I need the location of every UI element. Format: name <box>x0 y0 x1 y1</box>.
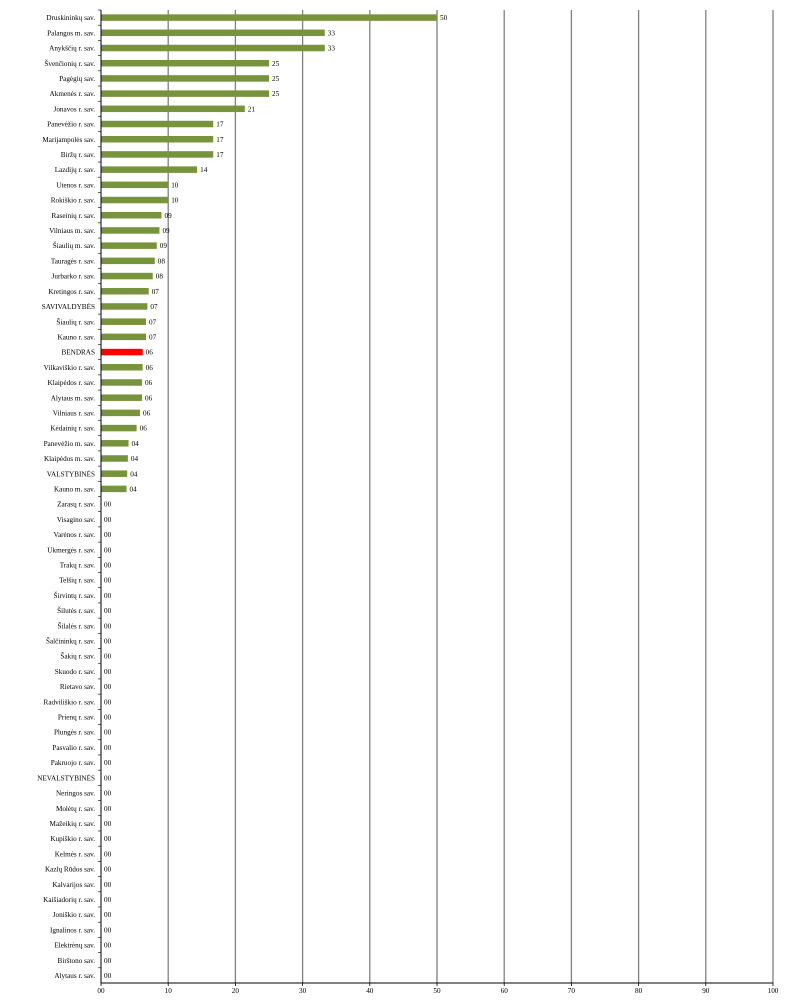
data-label: 10 <box>171 196 179 205</box>
bar <box>101 121 213 128</box>
category-label: Šiaulių r. sav. <box>56 318 95 327</box>
data-label: 00 <box>104 683 112 692</box>
bar <box>101 470 127 477</box>
category-label: Kazlų Rūdos sav. <box>44 865 95 874</box>
data-label: 07 <box>149 333 157 342</box>
data-label: 00 <box>104 850 112 859</box>
data-label: 00 <box>104 500 112 509</box>
data-label: 00 <box>104 804 112 813</box>
data-label: 00 <box>104 911 112 920</box>
data-label: 00 <box>104 743 112 752</box>
bar <box>101 166 197 173</box>
data-label: 06 <box>144 379 153 388</box>
category-label: VALSTYBINĖS <box>46 470 95 479</box>
category-label: Varėnos r. sav. <box>53 531 95 540</box>
bar <box>101 75 269 82</box>
data-label: 00 <box>104 789 112 798</box>
category-label: Telšių r. sav. <box>59 576 95 585</box>
category-label: Šilalės r. sav. <box>57 622 95 631</box>
data-label: 07 <box>150 303 158 312</box>
data-label: 00 <box>104 759 112 768</box>
data-label: 00 <box>104 576 112 585</box>
data-label: 21 <box>247 105 255 114</box>
category-label: Marijampolės sav. <box>42 135 95 144</box>
category-label: Skuodo r. sav. <box>54 667 95 676</box>
data-label: 00 <box>104 652 112 661</box>
data-label: 00 <box>104 637 112 646</box>
data-label: 00 <box>104 622 112 631</box>
category-label: Šiaulių m. sav. <box>52 242 95 251</box>
data-label: 00 <box>104 531 112 540</box>
category-label: Visagino sav. <box>56 515 95 524</box>
category-label: Pakruojo r. sav. <box>50 759 95 768</box>
data-label: 09 <box>159 242 167 251</box>
category-label: Jurbarko r. sav. <box>51 272 95 281</box>
bar <box>101 30 325 37</box>
bar <box>101 440 129 447</box>
data-label: 00 <box>104 591 112 600</box>
category-label: Birštono sav. <box>57 956 95 965</box>
data-label: 00 <box>104 774 112 783</box>
bars <box>101 14 437 492</box>
category-label: Raseinių r. sav. <box>51 211 95 220</box>
data-label: 00 <box>104 819 112 828</box>
category-label: Anykščių r. sav. <box>49 44 95 53</box>
category-label: Utenos r. sav. <box>56 181 95 190</box>
category-label: Panevėžio m. sav. <box>43 439 95 448</box>
data-label: 00 <box>104 926 112 935</box>
category-label: SAVIVALDYBĖS <box>41 303 95 312</box>
bar <box>101 303 147 310</box>
data-label: 00 <box>104 971 112 980</box>
category-label: Kauno m. sav. <box>53 485 95 494</box>
category-label: Akmenės r. sav. <box>49 90 95 99</box>
category-label: Širvintų r. sav. <box>53 591 95 600</box>
data-label: 00 <box>104 515 112 524</box>
data-label: 00 <box>104 835 112 844</box>
bar <box>101 258 155 265</box>
data-label: 00 <box>104 865 112 874</box>
bar-highlight <box>101 349 143 356</box>
category-label: Molėtų r. sav. <box>55 804 95 813</box>
bar <box>101 227 159 234</box>
data-label: 17 <box>216 120 224 129</box>
data-label: 00 <box>104 956 112 965</box>
x-tick-label: 00 <box>97 987 105 995</box>
data-label: 00 <box>104 698 112 707</box>
category-label: Palangos m. sav. <box>47 29 95 38</box>
category-label: Ukmergės r. sav. <box>47 546 95 555</box>
x-tick-label: 90 <box>702 987 710 995</box>
data-label: 10 <box>171 181 179 190</box>
data-label: 06 <box>139 424 147 433</box>
category-label: Vilkaviškio r. sav. <box>43 363 95 372</box>
category-label: Zarasų r. sav. <box>57 500 95 509</box>
category-label: Kėdainių r. sav. <box>50 424 95 433</box>
data-label: 09 <box>162 227 170 236</box>
x-tick-label: 40 <box>366 987 374 995</box>
category-label: Panevėžio r. sav. <box>47 120 95 129</box>
data-label: 00 <box>104 728 112 737</box>
category-label: Klaipėdos m. sav. <box>43 455 95 464</box>
bar <box>101 45 325 52</box>
category-label: Kaišiadorių r. sav. <box>43 895 95 904</box>
bar <box>101 212 161 219</box>
bar <box>101 106 245 113</box>
category-label: Švenčionių r. sav. <box>44 59 95 68</box>
category-label: Klaipėdos r. sav. <box>47 379 95 388</box>
data-labels <box>104 14 448 980</box>
category-label: Tauragės r. sav. <box>50 257 95 266</box>
category-label: Joniškio r. sav. <box>52 911 95 920</box>
category-label: Šalčininkų r. sav. <box>45 637 95 646</box>
category-label: Plungės r. sav. <box>53 728 95 737</box>
category-label: Elektrėnų sav. <box>54 941 95 950</box>
bar <box>101 318 146 325</box>
bar <box>101 364 143 371</box>
category-label: Trakų r. sav. <box>59 561 95 570</box>
bar <box>101 182 168 189</box>
category-label: Pasvalio r. sav. <box>52 743 95 752</box>
data-label: 00 <box>104 667 112 676</box>
data-label: 17 <box>216 151 224 160</box>
bar <box>101 151 213 158</box>
bar <box>101 14 437 21</box>
data-label: 04 <box>131 439 139 448</box>
category-label: Kretingos r. sav. <box>48 287 95 296</box>
data-label: 25 <box>272 75 280 84</box>
data-label: 04 <box>130 470 138 479</box>
data-label: 06 <box>142 409 151 418</box>
data-label: 06 <box>145 363 153 372</box>
data-label: 06 <box>144 394 153 403</box>
x-tick-label: 30 <box>299 987 307 995</box>
category-labels <box>37 14 95 980</box>
bar <box>101 197 168 204</box>
category-label: Vilniaus m. sav. <box>49 227 95 236</box>
data-label: 07 <box>149 318 157 327</box>
bar <box>101 60 269 67</box>
category-label: Jonavos r. sav. <box>53 105 95 114</box>
x-tick-label: 20 <box>231 987 239 995</box>
data-label: 00 <box>104 713 112 722</box>
data-label: 08 <box>155 272 163 281</box>
data-label: 00 <box>104 546 112 555</box>
data-label: 00 <box>104 880 112 889</box>
bar <box>101 486 127 493</box>
category-label: Mažeikių r. sav. <box>49 819 95 828</box>
x-tick-label: 50 <box>433 987 441 995</box>
category-label: Alytaus r. sav. <box>54 971 95 980</box>
data-label: 25 <box>272 59 280 68</box>
bar <box>101 394 142 401</box>
bar <box>101 288 149 295</box>
data-label: 04 <box>129 485 137 494</box>
category-label: Prienų r. sav. <box>57 713 95 722</box>
data-label: 14 <box>200 166 208 175</box>
x-tick-label: 100 <box>767 987 779 995</box>
category-label: Radviliškio r. sav. <box>43 698 95 707</box>
category-label: Lazdijų r. sav. <box>54 166 95 175</box>
data-label: 07 <box>151 287 159 296</box>
bar <box>101 379 142 386</box>
x-tick-label: 60 <box>500 987 508 995</box>
category-label: NEVALSTYBINĖS <box>37 774 95 783</box>
category-label: Rokiškio r. sav. <box>50 196 95 205</box>
bar <box>101 136 213 143</box>
data-label: 00 <box>104 561 112 570</box>
category-label: Neringos sav. <box>55 789 95 798</box>
category-label: Kelmės r. sav. <box>54 850 95 859</box>
bar <box>101 242 157 249</box>
category-label: Biržų r. sav. <box>60 151 95 160</box>
bar <box>101 273 153 280</box>
bar <box>101 90 269 97</box>
gridlines <box>168 10 773 983</box>
data-label: 33 <box>327 29 335 38</box>
data-label: 00 <box>104 895 112 904</box>
x-tick-label: 80 <box>635 987 643 995</box>
data-label: 04 <box>130 455 139 464</box>
category-label: Druskininkų sav. <box>46 14 95 23</box>
data-label: 25 <box>272 90 280 99</box>
x-tick-label: 10 <box>164 987 172 995</box>
category-label: BENDRAS <box>61 348 95 357</box>
category-label: Rietavo sav. <box>59 683 95 692</box>
category-label: Kupiškio r. sav. <box>50 835 95 844</box>
category-label: Pagėgių sav. <box>59 75 95 84</box>
x-tick-label: 70 <box>567 987 575 995</box>
data-label: 06 <box>145 348 153 357</box>
data-label: 00 <box>104 607 112 616</box>
data-label: 00 <box>104 941 112 950</box>
category-label: Alytaus m. sav. <box>50 394 95 403</box>
bar <box>101 334 146 341</box>
category-label: Kalvarijos sav. <box>52 880 95 889</box>
data-label: 33 <box>327 44 335 53</box>
category-label: Kauno r. sav. <box>57 333 95 342</box>
bar <box>101 410 140 417</box>
bar <box>101 425 137 432</box>
category-label: Ignalinos r. sav. <box>49 926 95 935</box>
bar <box>101 455 128 462</box>
category-label: Šakių r. sav. <box>60 652 95 661</box>
category-label: Vilniaus r. sav. <box>52 409 95 418</box>
data-label: 17 <box>216 135 224 144</box>
category-label: Šilutės r. sav. <box>57 607 95 616</box>
data-label: 09 <box>164 211 172 220</box>
data-label: 08 <box>157 257 165 266</box>
data-label: 50 <box>440 14 448 23</box>
x-tick-labels <box>97 987 778 995</box>
